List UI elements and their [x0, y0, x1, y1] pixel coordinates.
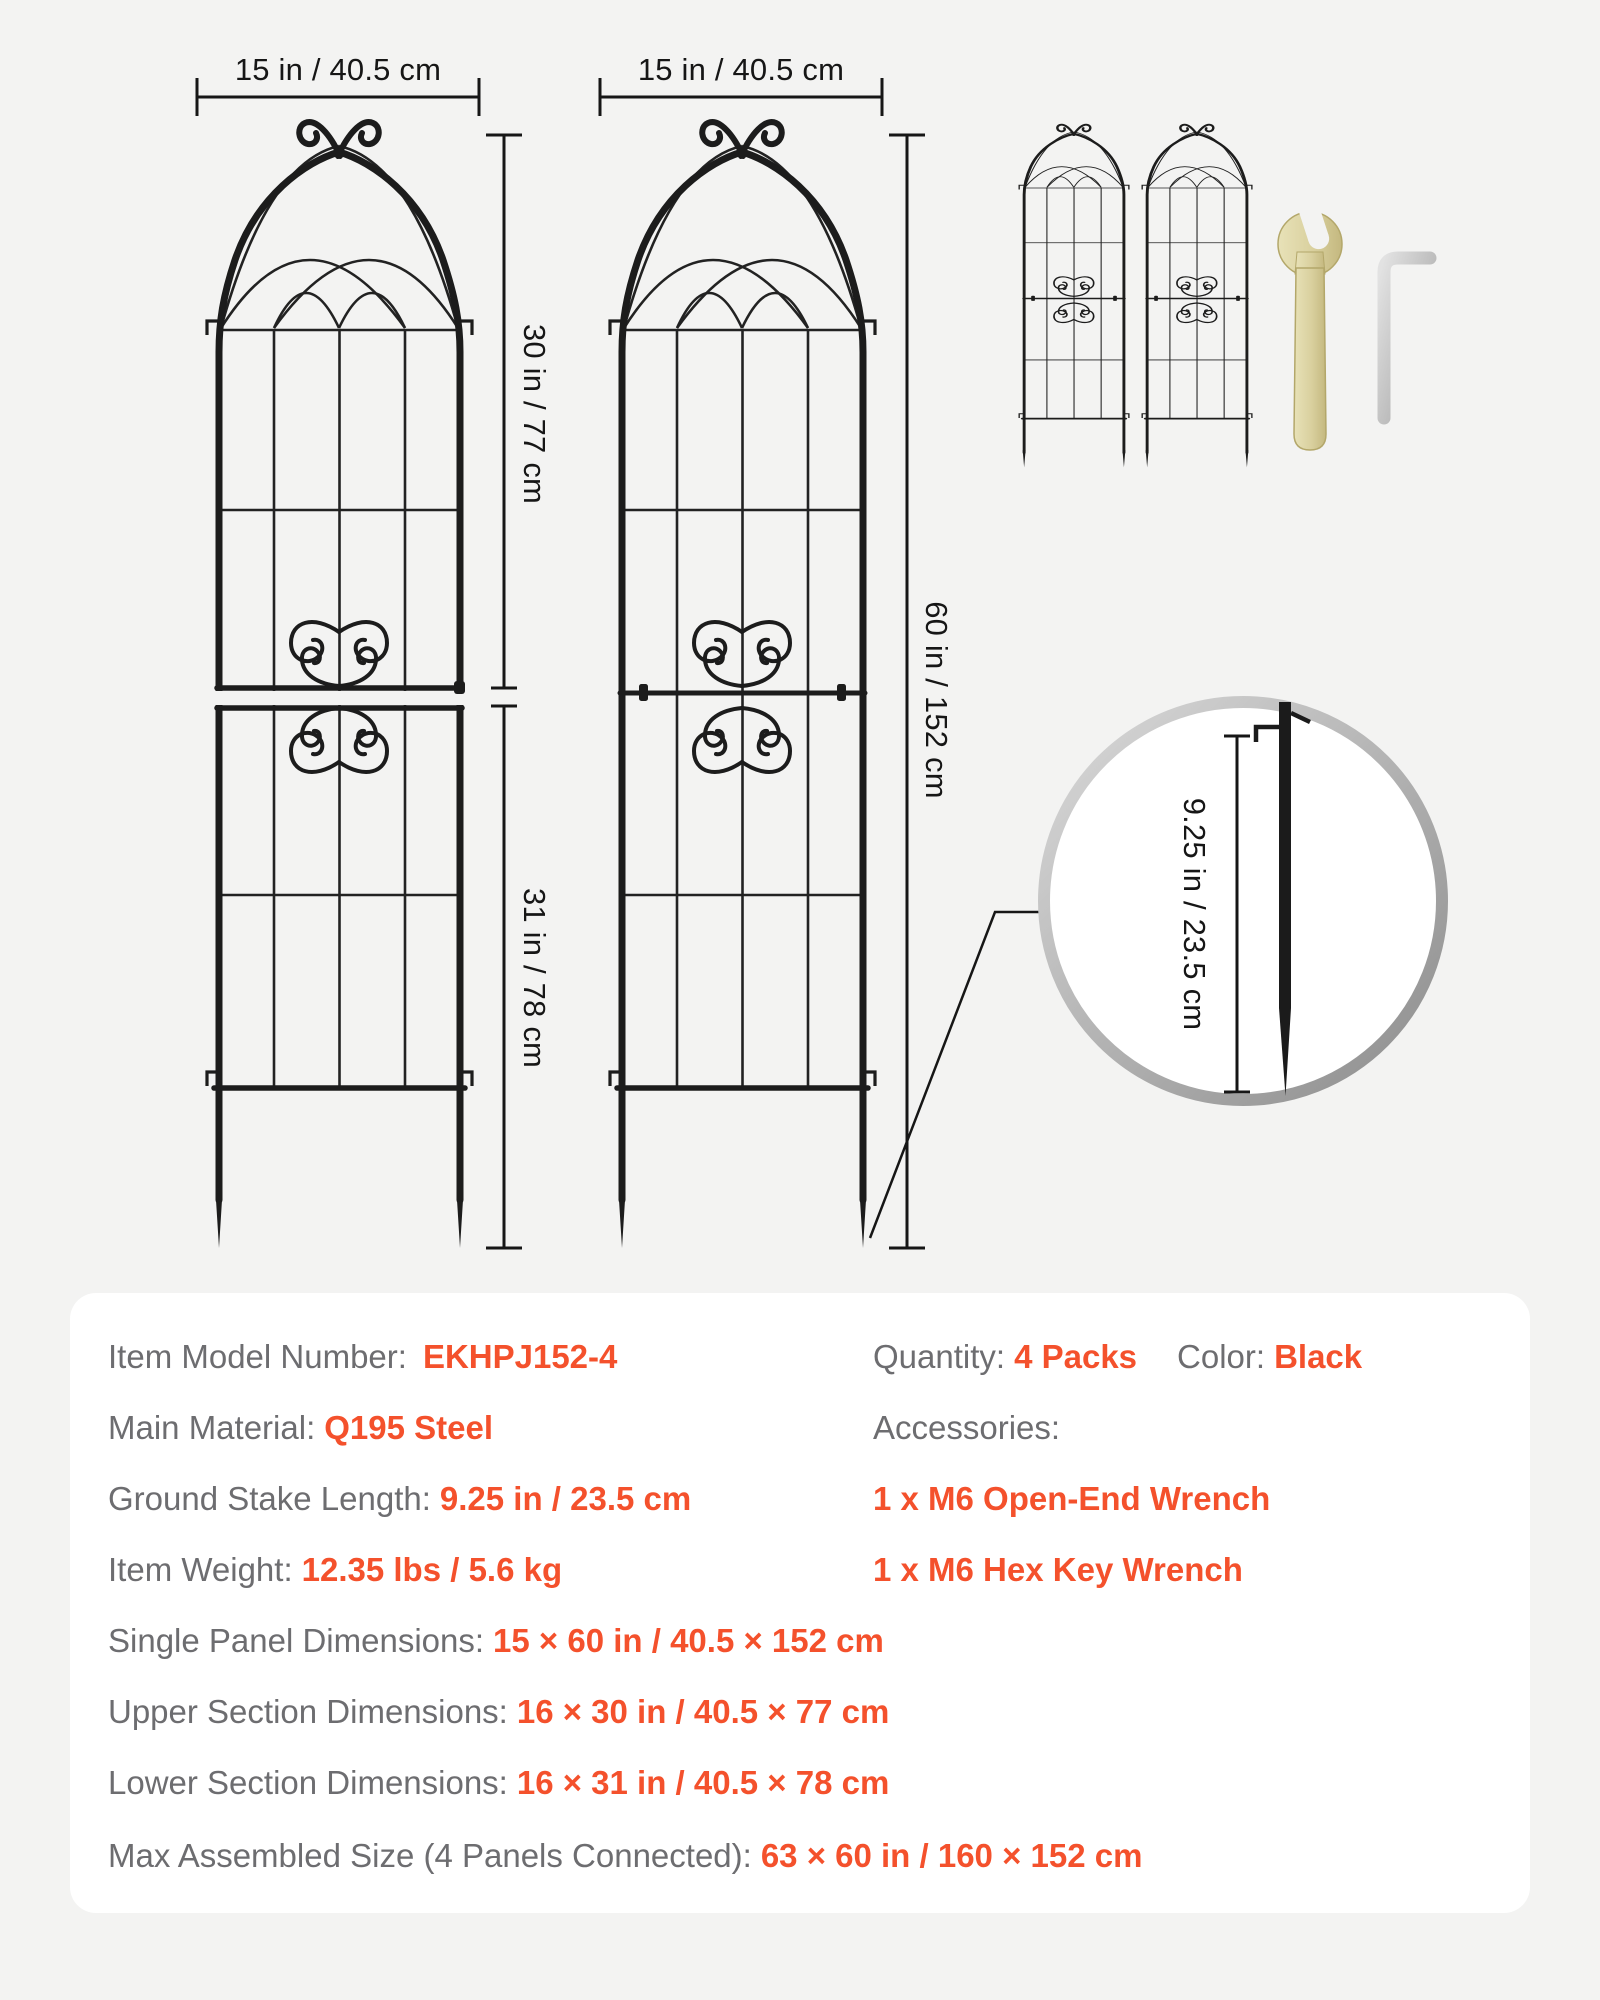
spec-label: Max Assembled Size (4 Panels Connected): — [108, 1837, 752, 1874]
right-trellis-panel — [610, 122, 875, 1248]
spec-card — [70, 1293, 1530, 1913]
detail-leader-line — [870, 912, 1040, 1238]
spec-row-accessory-2 — [873, 1548, 1243, 1592]
open-end-wrench — [1278, 165, 1342, 450]
spec-label: Lower Section Dimensions: — [108, 1764, 508, 1801]
total-height-label: 60 in / 152 cm — [919, 601, 954, 799]
spec-label: Single Panel Dimensions: — [108, 1622, 485, 1659]
spec-row-lower-section — [108, 1761, 889, 1805]
spec-row-accessory-1 — [873, 1477, 1270, 1521]
quantity-value: 4 Packs — [1014, 1338, 1138, 1375]
spec-label: Ground Stake Length: — [108, 1480, 431, 1517]
spec-value: EKHPJ152-4 — [422, 1338, 618, 1375]
right-panel-width-label: 15 in / 40.5 cm — [637, 52, 845, 87]
spec-row-single-panel — [108, 1619, 884, 1663]
upper-section-height-label: 30 in / 77 cm — [517, 323, 552, 505]
spec-row-weight — [108, 1548, 562, 1592]
spec-row-max-assembled — [108, 1834, 1142, 1878]
spec-row-material — [108, 1406, 493, 1450]
spec-row-quantity-color — [873, 1335, 1362, 1379]
left-panel-width-label: 15 in / 40.5 cm — [234, 52, 442, 87]
spec-row-stake-length — [108, 1477, 691, 1521]
spec-row-model — [108, 1335, 617, 1379]
accessory-value: 1 x M6 Open-End Wrench — [873, 1480, 1271, 1517]
mini-trellis-panel-1 — [1019, 125, 1129, 468]
spec-value: Q195 Steel — [324, 1409, 494, 1446]
lower-section-height-label: 31 in / 78 cm — [517, 887, 552, 1069]
color-label: Color: — [1177, 1338, 1266, 1375]
spec-label: Main Material: — [108, 1409, 316, 1446]
spec-label: Item Model Number: — [108, 1338, 407, 1375]
spec-value: 12.35 lbs / 5.6 kg — [301, 1551, 563, 1588]
stake-detail-circle — [1044, 702, 1442, 1100]
spec-value: 9.25 in / 23.5 cm — [439, 1480, 692, 1517]
left-trellis-panel — [201, 122, 478, 1248]
spec-label: Upper Section Dimensions: — [108, 1693, 508, 1730]
spec-value: 16 × 30 in / 40.5 × 77 cm — [516, 1693, 890, 1730]
color-value: Black — [1274, 1338, 1363, 1375]
accessory-value: 1 x M6 Hex Key Wrench — [873, 1551, 1243, 1588]
spec-value: 15 × 60 in / 40.5 × 152 cm — [493, 1622, 884, 1659]
spec-row-upper-section — [108, 1690, 889, 1734]
spec-row-accessories — [873, 1406, 1060, 1450]
mini-trellis-panel-2 — [1142, 125, 1252, 468]
hex-key — [1384, 258, 1430, 418]
spec-label: Item Weight: — [108, 1551, 293, 1588]
spec-value: 63 × 60 in / 160 × 152 cm — [760, 1837, 1143, 1874]
stake-length-label: 9.25 in / 23.5 cm — [1177, 797, 1212, 1031]
accessories-label: Accessories: — [873, 1409, 1061, 1446]
spec-value: 16 × 31 in / 40.5 × 78 cm — [516, 1764, 890, 1801]
quantity-label: Quantity: — [873, 1338, 1006, 1375]
